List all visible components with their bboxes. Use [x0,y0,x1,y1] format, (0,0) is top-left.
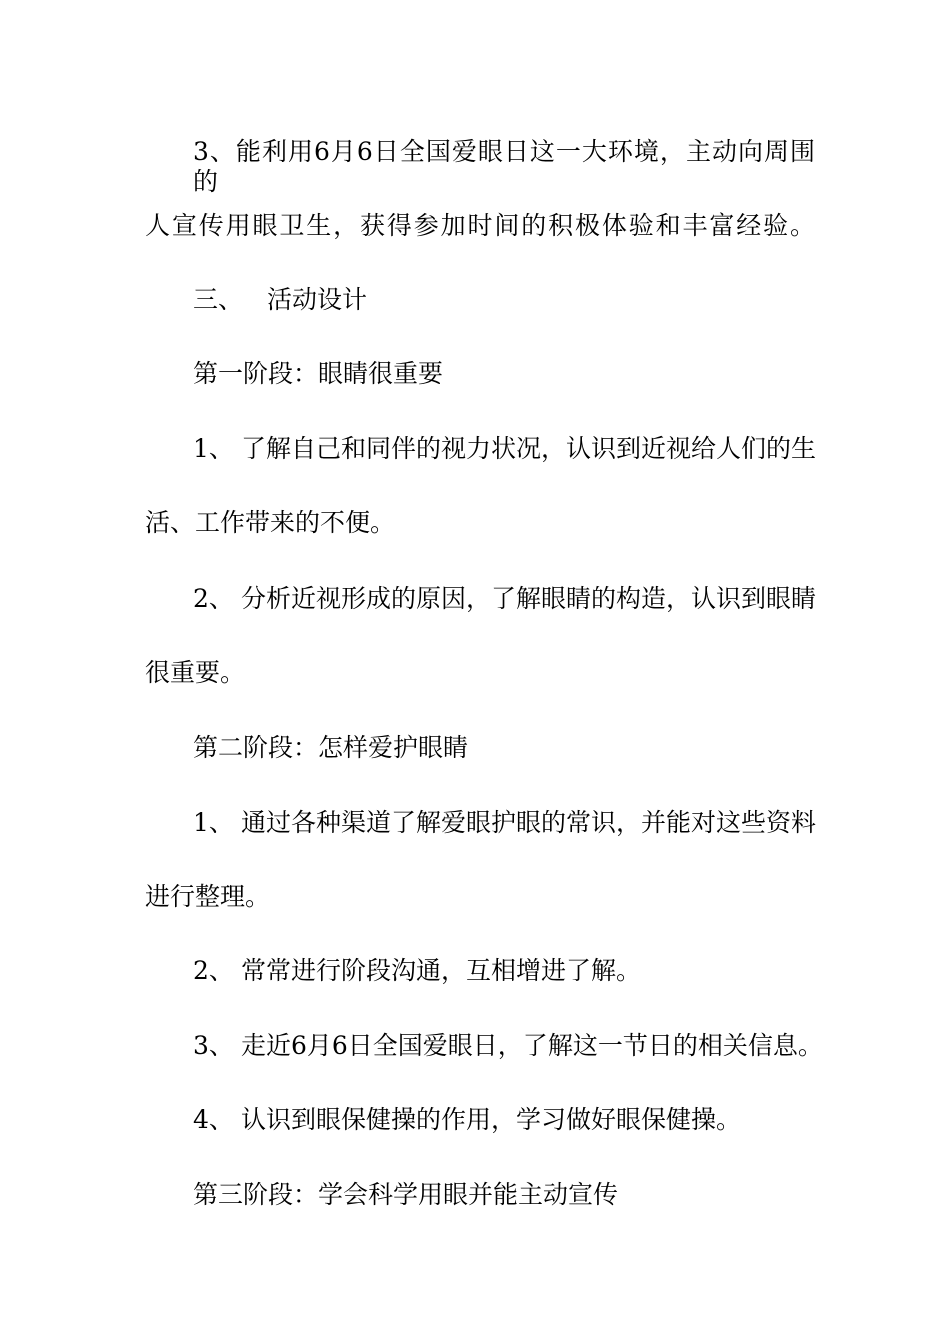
stage-heading [193,359,815,389]
list-item [193,1105,815,1135]
line-text: 进行整理。 [145,882,271,911]
list-number: 3、 [193,1031,234,1060]
stage-heading [193,1180,815,1210]
paragraph-line [193,137,815,197]
line-text: 活、工作带来的不便。 [145,508,396,537]
list-item [193,434,815,464]
section-title: 活动设计 [267,285,368,314]
stage-title: 第二阶段：怎样爱护眼睛 [193,733,469,762]
list-number: 2、 [193,584,234,613]
list-text: 走近6月6日全国爱眼日，了解这一节日的相关信息。 [241,1031,823,1060]
paragraph-line [145,882,815,912]
stage-heading [193,733,815,763]
line-text: 3、能利用6月6日全国爱眼日这一大环境，主动向周围的 [193,137,815,196]
list-item [193,808,815,838]
paragraph-line [145,211,815,241]
stage-title: 第三阶段：学会科学用眼并能主动宣传 [193,1180,619,1209]
line-text: 很重要。 [145,658,246,687]
list-item [193,956,815,986]
list-text: 分析近视形成的原因，了解眼睛的构造，认识到眼睛 [241,584,817,613]
section-heading [193,285,815,315]
list-text: 通过各种渠道了解爱眼护眼的常识，并能对这些资料 [241,808,817,837]
section-number: 三、 [193,285,244,314]
list-text: 常常进行阶段沟通，互相增进了解。 [241,956,642,985]
list-text: 了解自己和同伴的视力状况，认识到近视给人们的生 [241,434,817,463]
list-number: 1、 [193,434,234,463]
list-number: 1、 [193,808,234,837]
list-item [193,1031,823,1061]
line-text: 人宣传用眼卫生，获得参加时间的积极体验和丰富经验。 [145,211,815,240]
list-number: 2、 [193,956,234,985]
list-item [193,584,815,614]
list-text: 认识到眼保健操的作用，学习做好眼保健操。 [241,1105,742,1134]
list-number: 4、 [193,1105,234,1134]
paragraph-line [145,508,815,538]
paragraph-line [145,658,815,688]
stage-title: 第一阶段：眼睛很重要 [193,359,444,388]
